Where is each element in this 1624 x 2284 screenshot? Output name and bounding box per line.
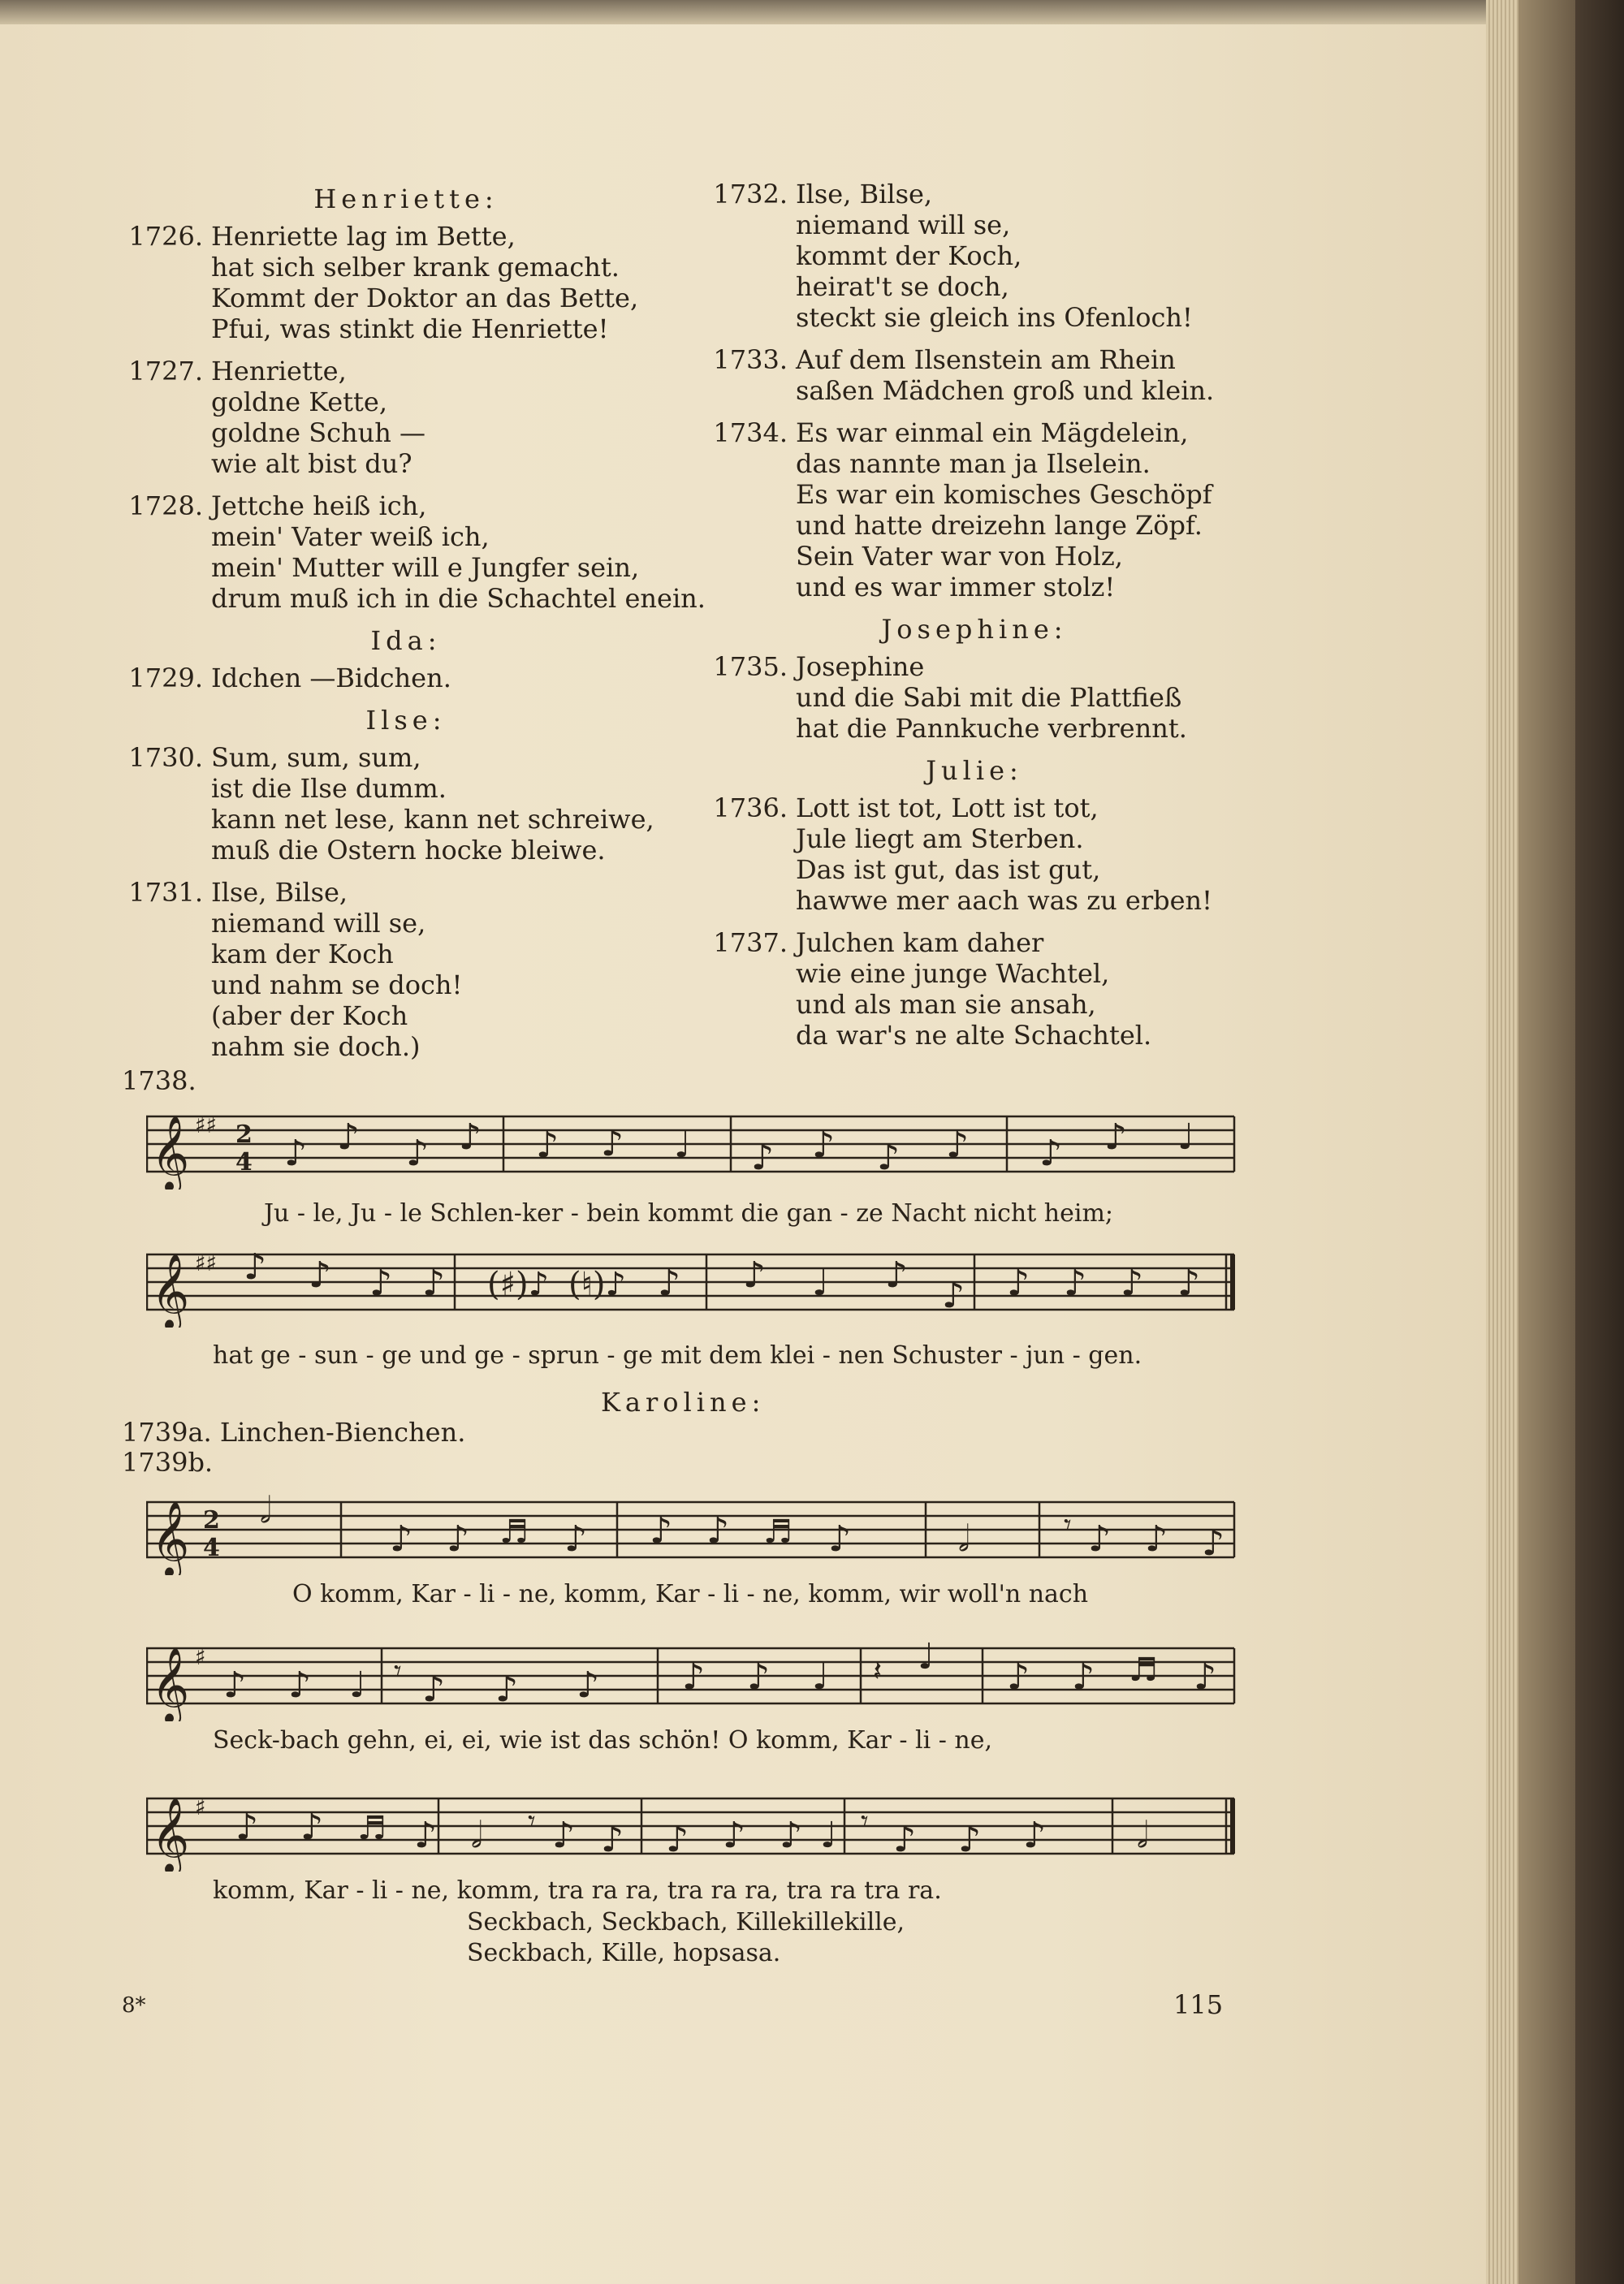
svg-text:♪: ♪ <box>564 1518 588 1560</box>
lyrics-1739b-coda2: Seckbach, Kille, hopsasa. <box>467 1939 781 1967</box>
verse-line: Jettche heiß ich, <box>211 490 427 521</box>
svg-text:♪: ♪ <box>337 1116 361 1158</box>
verse-line: Lott ist tot, Lott ist tot, <box>796 792 1099 823</box>
heading-henriette: Henriette: <box>313 183 499 214</box>
svg-text:♪: ♪ <box>552 1815 576 1856</box>
svg-text:♪: ♪ <box>422 1669 446 1710</box>
svg-text:♪: ♪ <box>682 1656 706 1698</box>
verse-line: kommt der Koch, <box>796 240 1022 271</box>
entry-group <box>122 221 706 614</box>
svg-text:♪: ♪ <box>300 1807 324 1848</box>
verse-line: wie alt bist du? <box>211 448 412 479</box>
time-sig-bottom: 4 <box>235 1148 253 1177</box>
verse-number: 1729. <box>128 663 203 693</box>
svg-text:♪: ♪ <box>751 1137 775 1178</box>
svg-text:♪: ♪ <box>288 1664 312 1706</box>
verse-line: niemand will se, <box>796 209 1011 240</box>
lyrics-1738-line1: Ju - le, Ju - le Schlen-ker - bein kommt die gan - ze Nacht nicht heim; <box>264 1199 1114 1228</box>
svg-text:♪: ♪ <box>1007 1656 1030 1698</box>
svg-text:♪: ♪ <box>1177 1263 1201 1304</box>
verse-line: kann net lese, kann net schreiwe, <box>211 804 654 835</box>
svg-text:♪: ♪ <box>369 1263 393 1304</box>
svg-text:♪: ♪ <box>235 1807 259 1848</box>
verse-number: 1735. <box>713 651 788 682</box>
treble-clef-icon: 𝄞 <box>151 1253 190 1328</box>
verse-line: das nannte man ja Ilselein. <box>796 448 1151 479</box>
svg-text:♪: ♪ <box>743 1254 767 1296</box>
svg-text:♪: ♪ <box>885 1254 909 1296</box>
svg-text:𝅗𝅥: 𝅗𝅥 <box>958 1518 970 1560</box>
svg-text:𝄾: 𝄾 <box>1064 1509 1072 1542</box>
svg-text:(♯)♪: (♯)♪ <box>487 1266 550 1303</box>
verse-line: Henriette lag im Bette, <box>211 221 516 252</box>
music-staff-1738-1 <box>146 1100 1242 1189</box>
svg-text:♩: ♩ <box>918 1636 935 1677</box>
entry-group <box>122 663 690 693</box>
song-1738-label: 1738. <box>122 1065 197 1096</box>
svg-text:♪: ♪ <box>650 1510 673 1552</box>
entry-group <box>706 792 1242 1051</box>
verse-number: 1731. <box>128 877 203 908</box>
svg-text:𝅗𝅥: 𝅗𝅥 <box>260 1490 271 1531</box>
verse-number: 1730. <box>128 742 203 773</box>
svg-text:♪: ♪ <box>495 1669 519 1710</box>
verse-number: 1727. <box>128 356 203 386</box>
lyrics-1739b-coda1: Seckbach, Seckbach, Killekillekille, <box>467 1908 905 1936</box>
treble-clef-icon: 𝄞 <box>151 1797 190 1872</box>
time-sig-top: 2 <box>203 1506 220 1535</box>
svg-text:♩: ♩ <box>674 1125 691 1166</box>
svg-text:♪: ♪ <box>577 1664 600 1706</box>
svg-text:♪: ♪ <box>1104 1116 1128 1158</box>
svg-text:♬: ♬ <box>1129 1651 1158 1689</box>
svg-text:♪: ♪ <box>601 1819 624 1860</box>
verse-entry <box>122 356 690 479</box>
heading-karoline: Karoline: <box>601 1387 766 1418</box>
entry-group <box>122 742 690 1062</box>
verse-entry <box>706 792 1242 916</box>
svg-text:♪: ♪ <box>536 1125 559 1166</box>
verse-line: Henriette, <box>211 356 347 386</box>
svg-text:♪: ♪ <box>747 1656 771 1698</box>
page-number: 115 <box>1173 1989 1224 2020</box>
verse-line: Jule liegt am Sterben. <box>796 823 1084 854</box>
verse-line: hawwe mer aach was zu erben! <box>796 885 1213 916</box>
verse-entry <box>706 179 1242 333</box>
music-staff-1738-2 <box>146 1238 1242 1328</box>
svg-text:♪: ♪ <box>223 1664 247 1706</box>
svg-text:♪: ♪ <box>1023 1815 1047 1856</box>
verse-line: mein' Mutter will e Jungfer sein, <box>211 552 640 583</box>
verse-line: Ilse, Bilse, <box>796 179 933 209</box>
lyrics-1738-line2: hat ge - sun - ge und ge - sprun - ge mit dem klei - nen Schuster - jun - gen. <box>213 1341 1142 1370</box>
lyrics-1739b-line3: komm, Kar - li - ne, komm, tra ra ra, tra ra ra, tra ra tra ra. <box>213 1876 942 1905</box>
entry-1739a: 1739a. Linchen-Bienchen. <box>122 1417 466 1448</box>
verse-line: goldne Kette, <box>211 386 387 417</box>
verse-entry <box>706 927 1242 1051</box>
verse-line: Auf dem Ilsenstein am Rhein <box>796 344 1176 375</box>
verse-line: mein' Vater weiß ich, <box>211 521 490 552</box>
svg-text:♪: ♪ <box>309 1254 332 1296</box>
svg-text:♩: ♩ <box>820 1815 837 1856</box>
svg-text:♪: ♪ <box>1202 1522 1225 1564</box>
svg-text:♬: ♬ <box>499 1513 529 1551</box>
verse-line: und die Sabi mit die Plattfieß <box>796 682 1182 713</box>
verse-entry <box>706 417 1242 602</box>
verse-line: wie eine junge Wachtel, <box>796 958 1110 989</box>
svg-text:𝅗𝅥: 𝅗𝅥 <box>471 1815 482 1856</box>
verse-line: da war's ne alte Schachtel. <box>796 1020 1152 1051</box>
book-gutter <box>1518 0 1575 2284</box>
verse-line: ist die Ilse dumm. <box>211 773 447 804</box>
left-column <box>122 179 706 1073</box>
entry-group <box>706 651 1242 744</box>
entry-group <box>706 179 1242 602</box>
page-top-shadow <box>0 0 1498 24</box>
verse-line: Ilse, Bilse, <box>211 877 348 908</box>
svg-text:♪: ♪ <box>422 1263 446 1304</box>
svg-text:♪: ♪ <box>1088 1518 1112 1560</box>
verse-line: und hatte dreizehn lange Zöpf. <box>796 510 1203 541</box>
verse-line: (aber der Koch <box>211 1000 408 1031</box>
heading-josephine: Josephine: <box>881 614 1068 645</box>
verse-number: 1733. <box>713 344 788 375</box>
svg-text:♪: ♪ <box>877 1137 901 1178</box>
verse-line: steckt sie gleich ins Ofenloch! <box>796 302 1193 333</box>
svg-text:♪: ♪ <box>390 1518 413 1560</box>
verse-entry <box>122 877 690 1062</box>
verse-number: 1728. <box>128 490 203 521</box>
notes-group <box>284 1116 1194 1178</box>
svg-text:♬: ♬ <box>763 1513 793 1551</box>
verse-line: Es war einmal ein Mägdelein, <box>796 417 1189 448</box>
svg-text:♪: ♪ <box>244 1246 267 1288</box>
verse-entry <box>122 490 706 614</box>
verse-line: Julchen kam daher <box>796 927 1044 958</box>
heading-ilse: Ilse: <box>365 705 447 736</box>
svg-text:♩: ♩ <box>349 1664 366 1706</box>
svg-text:♪: ♪ <box>723 1815 746 1856</box>
sharp-icon: ♯ <box>195 1794 206 1820</box>
page-edges <box>1486 0 1518 2284</box>
sharp-icon: ♯♯ <box>195 1250 218 1276</box>
lyrics-1739b-line1: O komm, Kar - li - ne, komm, Kar - li - ne, komm, wir woll'n nach <box>292 1580 1089 1608</box>
verse-line: muß die Ostern hocke bleiwe. <box>211 835 606 866</box>
verse-number: 1737. <box>713 927 788 958</box>
verse-number: 1726. <box>128 221 203 252</box>
verse-line: heirat't se doch, <box>796 271 1009 302</box>
verse-line: und es war immer stolz! <box>796 572 1116 602</box>
svg-text:♪: ♪ <box>414 1815 438 1856</box>
svg-text:𝅗𝅥: 𝅗𝅥 <box>1137 1815 1148 1856</box>
svg-text:♪: ♪ <box>828 1518 852 1560</box>
svg-text:♩: ♩ <box>812 1656 829 1698</box>
svg-text:♪: ♪ <box>406 1133 430 1174</box>
svg-text:𝄽: 𝄽 <box>873 1655 883 1688</box>
svg-text:♪: ♪ <box>459 1116 482 1158</box>
notes-group <box>260 1490 1224 1564</box>
treble-clef-icon: 𝄞 <box>151 1500 190 1575</box>
sharp-icon: ♯ <box>195 1643 206 1670</box>
svg-text:♪: ♪ <box>1039 1133 1063 1174</box>
book-cover <box>1575 0 1624 2284</box>
svg-text:♪: ♪ <box>893 1819 917 1860</box>
heading-julie: Julie: <box>926 755 1023 786</box>
svg-text:♬: ♬ <box>357 1810 387 1847</box>
sharp-icon: ♯♯ <box>195 1112 218 1138</box>
svg-text:♪: ♪ <box>284 1133 308 1174</box>
music-staff-1739b-3 <box>146 1782 1242 1872</box>
verse-entry <box>122 221 690 344</box>
verse-entry <box>122 663 690 693</box>
verse-line: Kommt der Doktor an das Bette, <box>211 283 639 313</box>
verse-line: nahm sie doch.) <box>211 1031 421 1062</box>
svg-text:𝄾: 𝄾 <box>394 1655 402 1688</box>
svg-text:𝄾: 𝄾 <box>861 1805 869 1838</box>
svg-text:♪: ♪ <box>601 1123 624 1164</box>
verse-line: Sein Vater war von Holz, <box>796 541 1123 572</box>
verse-line: goldne Schuh — <box>211 417 426 448</box>
music-staff-1739b-2 <box>146 1632 1242 1721</box>
music-staff-1739b-1 <box>146 1486 1242 1575</box>
verse-entry <box>122 742 690 866</box>
svg-text:♪: ♪ <box>658 1263 681 1304</box>
verse-line: und nahm se doch! <box>211 969 463 1000</box>
verse-number: 1734. <box>713 417 788 448</box>
svg-text:♪: ♪ <box>958 1819 982 1860</box>
svg-text:♪: ♪ <box>1145 1518 1168 1560</box>
verse-line: Josephine <box>796 651 925 682</box>
svg-text:♪: ♪ <box>812 1125 836 1166</box>
verse-number: 1736. <box>713 792 788 823</box>
heading-ida: Ida: <box>370 625 442 656</box>
treble-clef-icon: 𝄞 <box>151 1115 190 1189</box>
svg-text:♪: ♪ <box>447 1518 470 1560</box>
svg-text:♪: ♪ <box>1194 1656 1217 1698</box>
verse-line: Das ist gut, das ist gut, <box>796 854 1101 885</box>
svg-text:♪: ♪ <box>1121 1263 1144 1304</box>
svg-text:♩: ♩ <box>1177 1116 1194 1158</box>
verse-line: niemand will se, <box>211 908 426 939</box>
song-1739b-label: 1739b. <box>122 1447 214 1478</box>
verse-line: Es war ein komisches Geschöpf <box>796 479 1212 510</box>
time-sig-top: 2 <box>235 1120 253 1149</box>
time-sig-bottom: 4 <box>203 1534 220 1562</box>
svg-text:♪: ♪ <box>1007 1263 1030 1304</box>
verse-line: Pfui, was stinkt die Henriette! <box>211 313 609 344</box>
verse-entry <box>706 344 1242 406</box>
treble-clef-icon: 𝄞 <box>151 1647 190 1721</box>
right-column <box>706 179 1242 1062</box>
verse-line: saßen Mädchen groß und klein. <box>796 375 1215 406</box>
svg-text:♩: ♩ <box>812 1263 829 1304</box>
svg-text:𝄾: 𝄾 <box>528 1805 536 1838</box>
verse-line: Idchen —Bidchen. <box>211 663 451 693</box>
svg-text:♪: ♪ <box>946 1125 970 1166</box>
verse-line: und als man sie ansah, <box>796 989 1096 1020</box>
svg-text:♪: ♪ <box>1064 1263 1087 1304</box>
verse-line: drum muß ich in die Schachtel enein. <box>211 583 706 614</box>
verse-line: kam der Koch <box>211 939 394 969</box>
svg-text:♪: ♪ <box>1072 1656 1095 1698</box>
svg-text:♪: ♪ <box>780 1815 803 1856</box>
svg-text:♪: ♪ <box>706 1510 730 1552</box>
verse-line: Sum, sum, sum, <box>211 742 421 773</box>
verse-entry <box>706 651 1242 744</box>
verse-line: hat sich selber krank gemacht. <box>211 252 620 283</box>
verse-line: hat die Pannkuche verbrennt. <box>796 713 1187 744</box>
signature-mark: 8* <box>122 1993 146 2018</box>
verse-number: 1732. <box>713 179 788 209</box>
svg-text:♪: ♪ <box>666 1819 689 1860</box>
svg-text:(♮)♪: (♮)♪ <box>568 1266 627 1303</box>
svg-text:♪: ♪ <box>942 1275 965 1316</box>
lyrics-1739b-line2: Seck-bach gehn, ei, ei, wie ist das schön! O komm, Kar - li - ne, <box>213 1726 993 1755</box>
notes-group <box>223 1636 1216 1710</box>
